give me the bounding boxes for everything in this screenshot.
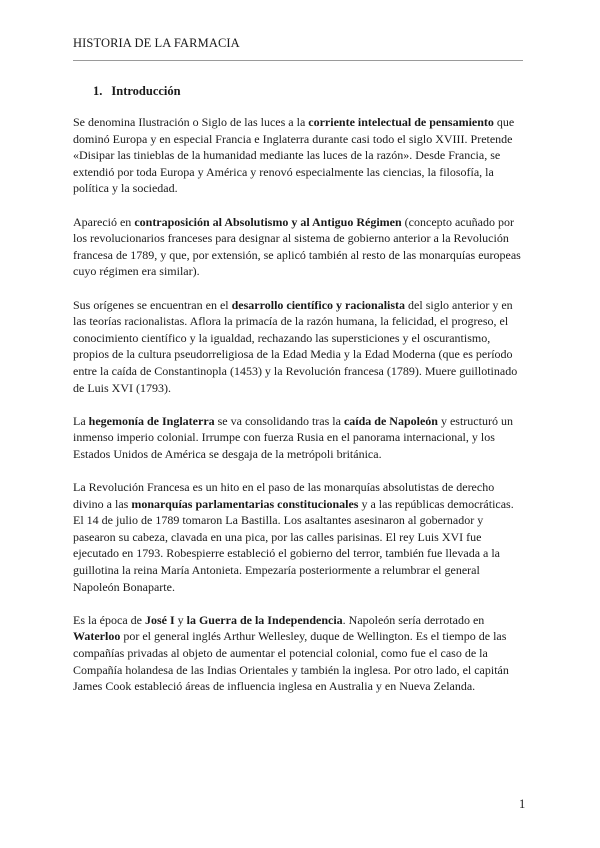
bold-text-run: la Guerra de la Independencia <box>186 612 343 627</box>
paragraph <box>73 114 525 197</box>
page-number: 1 <box>519 797 526 811</box>
text-run: Sus orígenes se encuentran en el <box>73 297 232 312</box>
bold-text-run: contraposición al Absolutismo y al Antiguo Régimen <box>134 214 402 229</box>
text-run: y <box>174 612 187 627</box>
bold-text-run: hegemonía de Inglaterra <box>88 413 215 428</box>
paragraph <box>73 413 525 463</box>
text-run: que dominó Europa y en especial Francia e Inglaterra durante casi todo el siglo XVIII. Pretende «Disipar las tinieblas de la humanidad mediante las luces de la razón». Desde Francia, se extendió por toda Europa y América y renovó especialmente las ciencias, la filosofía, la política y la sociedad. <box>73 115 515 196</box>
bold-text-run: Waterloo <box>73 629 121 644</box>
bold-text-run: desarrollo científico y racionalista <box>231 297 406 312</box>
text-run: del siglo anterior y en las teorías racionalistas. Aflora la primacía de la razón humana, la felicidad, el progreso, el conocimiento científico y la igualdad, rechazando las supersticiones y el oscurantismo, propios de la cultura pseudorreligiosa de la Edad Media y la Edad Moderna (que es período entre la caída de Constantinopla (1453) y la Revolución francesa (1789). Muere guillotinado de Luis XVI (1793). <box>73 297 518 395</box>
text-run: La <box>73 413 89 428</box>
paragraph <box>73 297 525 397</box>
section-number: 1. <box>93 84 103 98</box>
text-run: Es la época de <box>73 612 145 627</box>
text-run: Se denomina Ilustración o Siglo de las luces a la <box>73 115 309 129</box>
text-run: (concepto acuñado por los revolucionarios franceses para designar al sistema de gobierno anterior a la Revolución francesa de 1789, y que, por extensión, se aplicó también al resto de las monarquías europeas cuyo régimen era similar). <box>73 214 521 279</box>
section-heading <box>93 84 181 99</box>
text-run: Apareció en <box>73 214 135 229</box>
bold-text-run: corriente intelectual de pensamiento <box>308 115 494 129</box>
text-run: por el general inglés Arthur Wellesley, duque de Wellington. Es el tiempo de las compañías privadas al objeto de aumentar el potencial colonial, como fue el caso de la Compañía holandesa de las Indias Orientales y también la inglesa. Por otro lado, el capitán James Cook estableció áreas de influencia inglesa en Australia y en Nueva Zelanda. <box>73 629 509 694</box>
paragraph <box>73 612 525 695</box>
bold-text-run: José I <box>144 612 175 627</box>
paragraph <box>73 214 525 280</box>
document-header: HISTORIA DE LA FARMACIA <box>73 36 240 50</box>
text-run: . Napoleón sería derrotado en <box>342 612 485 627</box>
paragraph <box>73 479 525 595</box>
text-run: y a las repúblicas democráticas. El 14 de julio de 1789 tomaron La Bastilla. Los asaltantes asesinaron al gobernador y pasearon su cabeza, clavada en una pica, por las calles parisinas. El rey Luis XVI fue ejecutado en 1793. Robespierre estableció el gobierno del terror, también fue llevada a la guillotina la reina María Antonieta. Empezaría posteriormente a relumbrar el general Napoleón Bonaparte. <box>73 496 514 594</box>
header-divider <box>73 60 523 61</box>
bold-text-run: monarquías parlamentarias constitucionales <box>131 496 359 511</box>
text-run: La Revolución Francesa es un hito en el paso de las monarquías absolutistas de derecho divino a las <box>73 480 495 511</box>
section-title: Introducción <box>111 84 181 98</box>
body-text <box>73 114 525 711</box>
text-run: se va consolidando tras la <box>214 413 344 428</box>
bold-text-run: caída de Napoleón <box>343 413 438 428</box>
text-run: y estructuró un inmenso imperio colonial. Irrumpe con fuerza Rusia en el panorama internacional, y los Estados Unidos de América se desgaja de la metrópoli británica. <box>73 413 513 461</box>
